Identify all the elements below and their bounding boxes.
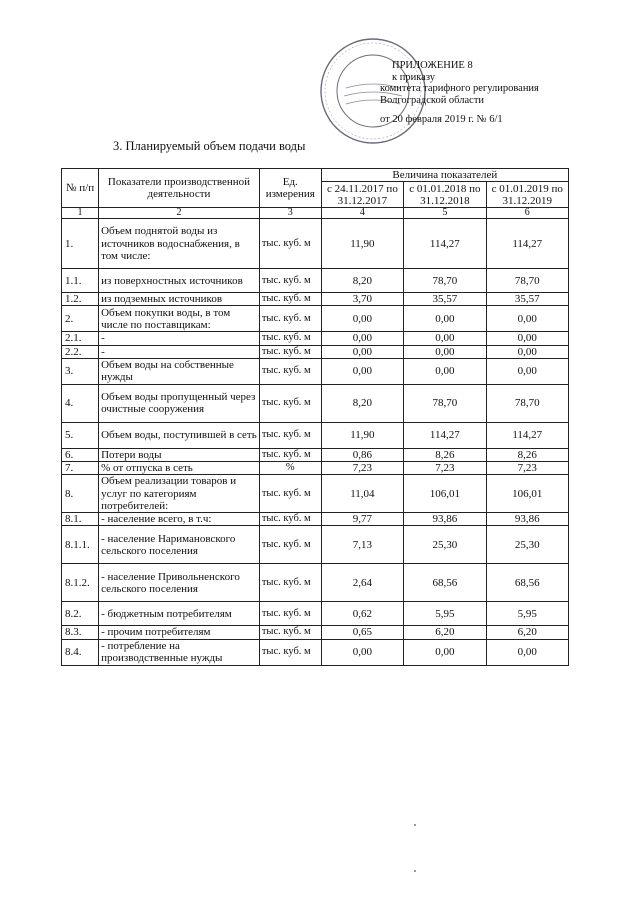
row-value-2: 0,00 (404, 345, 486, 358)
row-indicator: Объем воды пропущенный через очистные сооружения (99, 384, 260, 422)
row-value-2: 25,30 (404, 526, 486, 564)
row-indicator: - население Наримановского сельского поселения (99, 526, 260, 564)
row-indicator: - потребление на производственные нужды (99, 639, 260, 665)
row-number: 4. (62, 384, 99, 422)
committee-name: комитета тарифного регулирования (380, 83, 539, 94)
row-value-1: 11,04 (321, 475, 403, 513)
row-unit: тыс. куб. м (259, 269, 321, 293)
row-number: 8.1. (62, 513, 99, 526)
row-indicator: - (99, 332, 260, 345)
row-value-1: 11,90 (321, 422, 403, 448)
row-value-1: 0,00 (321, 345, 403, 358)
row-indicator: % от отпуска в сеть (99, 462, 260, 475)
index-cell: 6 (486, 208, 568, 219)
row-indicator: - бюджетным потребителям (99, 602, 260, 626)
col-header-indicator: Показатели производственной деятельности (99, 169, 260, 208)
col-header-period-3: с 01.01.2019 по 31.12.2019 (486, 182, 568, 208)
row-value-1: 0,00 (321, 358, 403, 384)
row-value-1: 8,20 (321, 384, 403, 422)
row-value-2: 7,23 (404, 462, 486, 475)
table-row (62, 384, 569, 422)
row-indicator: Потери воды (99, 448, 260, 461)
row-value-1: 7,23 (321, 462, 403, 475)
row-value-2: 106,01 (404, 475, 486, 513)
row-unit: тыс. куб. м (259, 626, 321, 639)
row-value-2: 78,70 (404, 384, 486, 422)
row-value-2: 68,56 (404, 564, 486, 602)
row-value-3: 0,00 (486, 306, 568, 332)
row-number: 1.1. (62, 269, 99, 293)
index-cell: 2 (99, 208, 260, 219)
row-value-2: 78,70 (404, 269, 486, 293)
table-row (62, 422, 569, 448)
row-number: 7. (62, 462, 99, 475)
row-number: 1. (62, 219, 99, 269)
row-indicator: Объем воды на собственные нужды (99, 358, 260, 384)
row-value-2: 0,00 (404, 639, 486, 665)
table-row (62, 345, 569, 358)
row-value-1: 3,70 (321, 293, 403, 306)
row-value-3: 68,56 (486, 564, 568, 602)
row-number: 8.1.2. (62, 564, 99, 602)
row-value-2: 0,00 (404, 358, 486, 384)
row-value-3: 0,00 (486, 639, 568, 665)
column-index-row (62, 208, 569, 219)
table-row (62, 639, 569, 665)
row-value-2: 0,00 (404, 332, 486, 345)
row-value-3: 114,27 (486, 219, 568, 269)
row-number: 1.2. (62, 293, 99, 306)
section-title: 3. Планируемый объем подачи воды (113, 139, 306, 153)
row-unit: тыс. куб. м (259, 345, 321, 358)
row-value-3: 35,57 (486, 293, 568, 306)
col-header-period-2: с 01.01.2018 по 31.12.2018 (404, 182, 486, 208)
row-value-3: 5,95 (486, 602, 568, 626)
row-value-2: 35,57 (404, 293, 486, 306)
row-value-2: 93,86 (404, 513, 486, 526)
table-row (62, 626, 569, 639)
row-value-3: 0,00 (486, 358, 568, 384)
row-value-2: 5,95 (404, 602, 486, 626)
row-indicator: Объем поднятой воды из источников водоснабжения, в том числе: (99, 219, 260, 269)
row-indicator: - население всего, в т.ч: (99, 513, 260, 526)
index-cell: 1 (62, 208, 99, 219)
row-value-2: 8,26 (404, 448, 486, 461)
row-unit: тыс. куб. м (259, 475, 321, 513)
row-unit: тыс. куб. м (259, 332, 321, 345)
row-value-2: 114,27 (404, 422, 486, 448)
table-row (62, 513, 569, 526)
col-header-num: № п/п (62, 169, 99, 208)
row-value-1: 0,00 (321, 332, 403, 345)
row-value-3: 106,01 (486, 475, 568, 513)
index-cell: 4 (321, 208, 403, 219)
order-ref: к приказу (392, 71, 435, 83)
table-row (62, 358, 569, 384)
row-number: 2.2. (62, 345, 99, 358)
row-unit: тыс. куб. м (259, 639, 321, 665)
row-unit: тыс. куб. м (259, 293, 321, 306)
row-value-1: 0,00 (321, 639, 403, 665)
row-indicator: - (99, 345, 260, 358)
row-indicator: - население Привольненского сельского поселения (99, 564, 260, 602)
row-number: 5. (62, 422, 99, 448)
row-value-3: 0,00 (486, 332, 568, 345)
row-unit: тыс. куб. м (259, 526, 321, 564)
col-header-period-1: с 24.11.2017 по 31.12.2017 (321, 182, 403, 208)
col-header-unit: Ед. измерения (259, 169, 321, 208)
water-supply-table (61, 168, 569, 666)
row-indicator: из подземных источников (99, 293, 260, 306)
row-value-1: 9,77 (321, 513, 403, 526)
row-unit: тыс. куб. м (259, 602, 321, 626)
table-row (62, 564, 569, 602)
table-row (62, 602, 569, 626)
row-value-3: 0,00 (486, 345, 568, 358)
row-number: 8.2. (62, 602, 99, 626)
row-unit: тыс. куб. м (259, 448, 321, 461)
row-indicator: Объем реализации товаров и услуг по категориям потребителей: (99, 475, 260, 513)
row-value-1: 0,62 (321, 602, 403, 626)
row-number: 8.1.1. (62, 526, 99, 564)
table-row (62, 526, 569, 564)
row-value-1: 7,13 (321, 526, 403, 564)
region-name: Волгоградской области (380, 94, 485, 106)
row-number: 2.1. (62, 332, 99, 345)
document-header (380, 60, 620, 126)
col-header-values: Величина показателей (321, 169, 568, 182)
row-value-1: 0,00 (321, 306, 403, 332)
row-unit: тыс. куб. м (259, 306, 321, 332)
row-number: 2. (62, 306, 99, 332)
row-unit: тыс. куб. м (259, 513, 321, 526)
row-unit: тыс. куб. м (259, 219, 321, 269)
row-value-1: 0,65 (321, 626, 403, 639)
row-value-3: 114,27 (486, 422, 568, 448)
table-row (62, 332, 569, 345)
row-value-3: 7,23 (486, 462, 568, 475)
appendix-label: ПРИЛОЖЕНИЕ 8 (392, 60, 473, 71)
table-row (62, 306, 569, 332)
row-number: 6. (62, 448, 99, 461)
index-cell: 5 (404, 208, 486, 219)
row-unit: тыс. куб. м (259, 384, 321, 422)
row-unit: тыс. куб. м (259, 564, 321, 602)
index-cell: 3 (259, 208, 321, 219)
row-value-3: 78,70 (486, 384, 568, 422)
row-value-3: 8,26 (486, 448, 568, 461)
row-indicator: Объем покупки воды, в том числе по поставщикам: (99, 306, 260, 332)
row-unit: тыс. куб. м (259, 358, 321, 384)
row-number: 8. (62, 475, 99, 513)
row-value-2: 6,20 (404, 626, 486, 639)
table-row (62, 475, 569, 513)
row-value-3: 25,30 (486, 526, 568, 564)
row-value-2: 0,00 (404, 306, 486, 332)
table-row (62, 448, 569, 461)
row-number: 3. (62, 358, 99, 384)
row-number: 8.3. (62, 626, 99, 639)
row-number: 8.4. (62, 639, 99, 665)
table-row (62, 462, 569, 475)
row-value-3: 6,20 (486, 626, 568, 639)
table-row (62, 219, 569, 269)
row-unit: тыс. куб. м (259, 422, 321, 448)
row-value-1: 8,20 (321, 269, 403, 293)
order-date: от 20 февраля 2019 г. № 6/1 (380, 114, 503, 125)
row-unit: % (259, 462, 321, 475)
row-value-3: 78,70 (486, 269, 568, 293)
row-value-1: 0,86 (321, 448, 403, 461)
row-indicator: - прочим потребителям (99, 626, 260, 639)
row-indicator: из поверхностных источников (99, 269, 260, 293)
row-indicator: Объем воды, поступившей в сеть (99, 422, 260, 448)
row-value-3: 93,86 (486, 513, 568, 526)
row-value-1: 11,90 (321, 219, 403, 269)
table-row (62, 269, 569, 293)
row-value-1: 2,64 (321, 564, 403, 602)
row-value-2: 114,27 (404, 219, 486, 269)
table-row (62, 293, 569, 306)
